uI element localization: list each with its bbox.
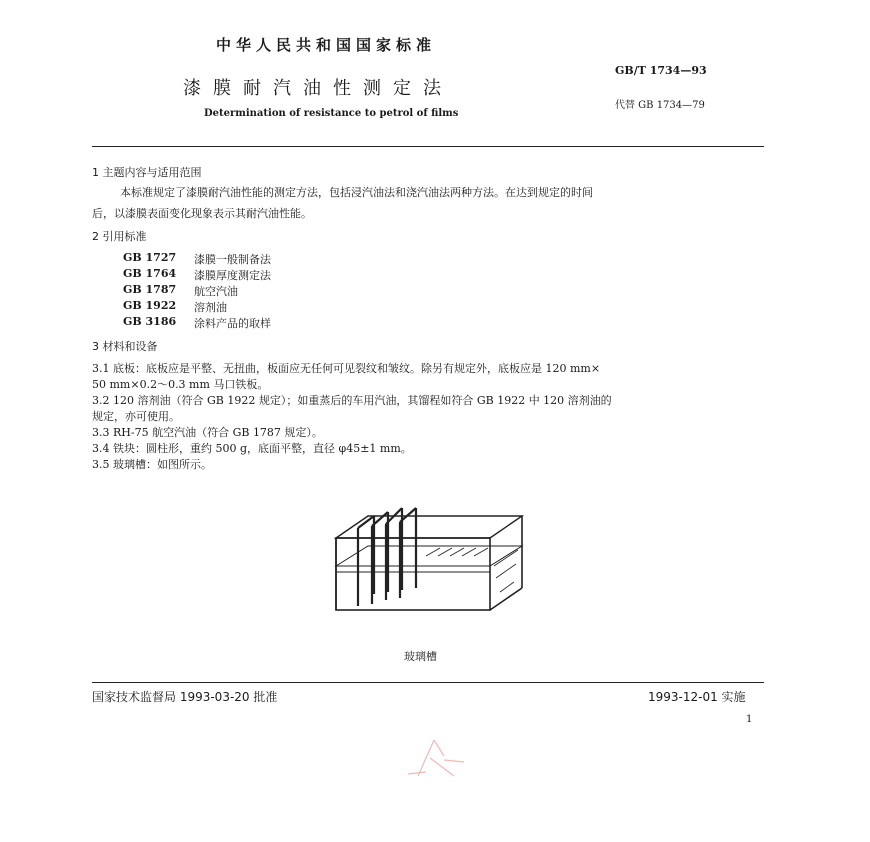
clause-3-1-line-2: 50 mm×0.2～0.3 mm 马口铁板。 <box>92 378 269 391</box>
approval-date: 国家技术监督局 1993-03-20 批准 <box>92 690 278 704</box>
ref-code: GB 1787 <box>123 283 177 296</box>
ref-code: GB 3186 <box>123 315 177 328</box>
ref-code: GB 1922 <box>123 299 177 312</box>
footer-divider <box>92 682 764 683</box>
issuing-organization: 中华人民共和国国家标准 <box>216 36 437 54</box>
header-divider <box>92 146 764 147</box>
ref-name: 漆膜厚度测定法 <box>194 269 271 282</box>
replaces-standard: 代替 GB 1734—79 <box>615 100 705 111</box>
ref-name: 航空汽油 <box>194 285 238 298</box>
ref-name: 漆膜一般制备法 <box>194 253 271 266</box>
glass-tank-figure <box>330 496 530 620</box>
clause-3-3: 3.3 RH-75 航空汽油（符合 GB 1787 规定）。 <box>92 426 323 439</box>
ref-name: 涂料产品的取样 <box>194 317 271 330</box>
watermark-icon <box>404 736 468 780</box>
section-2-heading: 2 引用标准 <box>92 230 147 243</box>
clause-3-2-line-1: 3.2 120 溶剂油（符合 GB 1922 规定）；如重蒸后的车用汽油，其馏程如符合 GB 1922 中 120 溶剂油的 <box>92 394 612 407</box>
ref-name: 溶剂油 <box>194 301 227 314</box>
clause-3-1-line-1: 3.1 底板：底板应是平整、无扭曲，板面应无任何可见裂纹和皱纹。除另有规定外，底板应是 120 mm× <box>92 362 601 375</box>
ref-code: GB 1764 <box>123 267 177 280</box>
clause-3-5: 3.5 玻璃槽：如图所示。 <box>92 458 212 471</box>
section-1-para-line-1: 本标准规定了漆膜耐汽油性能的测定方法，包括浸汽油法和浇汽油法两种方法。在达到规定的时间 <box>120 186 593 199</box>
implementation-date: 1993-12-01 实施 <box>648 690 746 704</box>
english-title: Determination of resistance to petrol of films <box>204 108 459 119</box>
figure-caption: 玻璃槽 <box>404 650 437 663</box>
standard-number: GB/T 1734—93 <box>615 64 707 77</box>
section-3-heading: 3 材料和设备 <box>92 340 158 353</box>
document-title: 漆膜耐汽油性测定法 <box>183 78 453 99</box>
clause-3-4: 3.4 铁块：圆柱形，重约 500 g，底面平整，直径 φ45±1 mm。 <box>92 442 412 455</box>
ref-code: GB 1727 <box>123 251 177 264</box>
clause-3-2-line-2: 规定，亦可使用。 <box>92 410 180 423</box>
page-number: 1 <box>746 714 753 725</box>
section-1-heading: 1 主题内容与适用范围 <box>92 166 202 179</box>
section-1-para-line-2: 后，以漆膜表面变化现象表示其耐汽油性能。 <box>92 207 312 220</box>
